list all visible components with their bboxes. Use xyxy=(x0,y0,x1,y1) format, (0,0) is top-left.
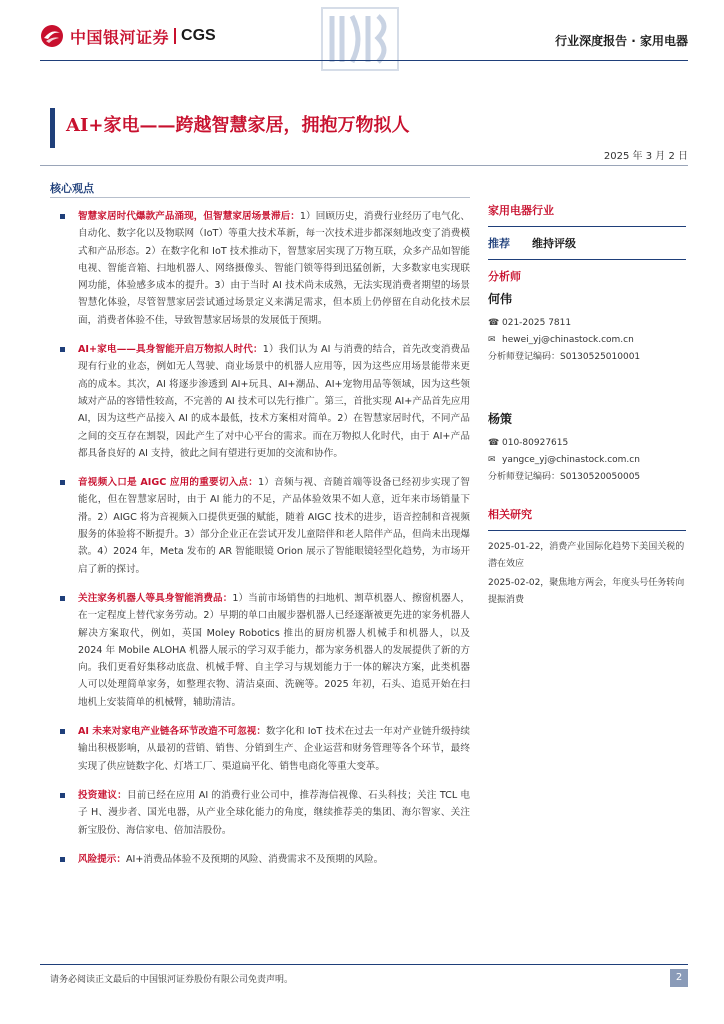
point-body: AI+消费品体验不及预期的风险、消费需求不及预期的风险。 xyxy=(125,853,384,865)
analyst-name: 何伟 xyxy=(488,292,513,306)
rating-value: 维持评级 xyxy=(532,237,576,250)
core-point xyxy=(50,208,470,329)
related-heading: 相关研究 xyxy=(488,508,532,521)
title-accent-bar xyxy=(50,108,55,148)
email-icon: ✉ xyxy=(488,455,496,465)
rating-row xyxy=(488,235,686,251)
email-text[interactable]: yangce_yj@chinastock.com.cn xyxy=(502,455,640,465)
core-points xyxy=(50,208,470,880)
logo-divider xyxy=(174,28,176,44)
analyst-phone xyxy=(488,435,686,452)
rating-label: 推荐 xyxy=(488,237,510,250)
analyst-reg-code: 分析师登记编码：S0130520050005 xyxy=(488,472,641,482)
core-point xyxy=(50,723,470,775)
point-body: 数字化和 IoT 技术在过去一年对产业链升级持续输出积极影响，从最初的营销、销售、分销到生产、企业运营和财务管理等各个环节，最终实现了供应链数字化、灯塔工厂、渠道扁平化、销售电商化等重大变革。 xyxy=(78,726,470,772)
sidebar-divider xyxy=(488,530,686,531)
galaxy-logo-icon xyxy=(40,24,64,48)
report-type: 行业深度报告 · 家用电器 xyxy=(555,34,688,48)
analyst-phone xyxy=(488,315,686,332)
point-lead: 投资建议： xyxy=(78,789,127,801)
point-lead: AI 未来对家电产业链各环节改造不可忽视： xyxy=(78,726,267,738)
section-divider xyxy=(50,197,470,198)
point-body: 1）我们认为 AI 与消费的结合，首先改变消费品现有行业的业态，例如无人驾驶、商业场景中的机器人应用等，因为这些应用场景能带来更高的成本。其次，AI 将逐步渗透到 AI+玩具、AI+潮品、AI+宠物用品等领域，因为这些领域对产品的容错性较高，不完善的 AI 技术可以先行推广。第三，首批实现 AI+产品首先应用 AI，因为这些产品接入 AI 的成本最低，技术方案相对简单。2）在智慧家居时代，不同产品之间的交互存在割裂，因此产生了对中心平台的需求。而在万物拟人化时代，由于 AI+产品都具备良好的 AI 支持，彼此之间有望进行更加的交流和协作。 xyxy=(78,344,470,459)
header-divider xyxy=(40,60,688,61)
sidebar-divider xyxy=(488,226,686,227)
point-body: 1）当前市场销售的扫地机、割草机器人、擦窗机器人，在一定程度上替代家务劳动。2）早期的单口由履步器机器人已经逐渐被更先进的家务机器人解决方案取代，例如，英国 Moley Robotics 推出的厨房机器人机械手和机器人，以及 2024 年 Mobile ALOHA 机器人展示的学习双手能力，都为家务机器人的发展提供了新的方向。我们更看好集移动底盘、机械手臂、自主学习与规划能力于一体的解决方案，此类机器人可以处理简单家务，如整理衣物、清洁桌面、洗碗等。2025 年初，石头、追觅开始在扫地机上安装简单的机械臂，辅助清洁。 xyxy=(78,592,470,708)
sidebar-divider xyxy=(488,259,686,260)
core-point xyxy=(50,851,470,868)
page-header xyxy=(0,0,724,72)
cgs-watermark-icon xyxy=(318,4,402,74)
point-body: 1）音频与视、音随首端等设备已经初步实现了智能化，但在智慧家居时，由于 AI 能力的不足，产品体验效果不如人意，近年来市场销量下滑。2）AIGC 将为音视频入口提供更强的赋能，随着 AIGC 技术的进步，语音控制和音视频服务的体验将不断提升。3）部分企业正在尝试开发儿童陪伴和老人陪伴产品，但尚未出现爆款。4）2024 年，Meta 发布的 AR 智能眼镜 Orion 展示了智能眼镜轻型化趋势，为市场开启了新的探讨。 xyxy=(78,477,470,575)
phone-text: 021-2025 7811 xyxy=(502,318,572,328)
core-point xyxy=(50,341,470,462)
logo-cn-text: 中国银河证券 xyxy=(70,27,170,47)
point-lead: 风险提示： xyxy=(78,853,126,865)
report-date: 2025 年 3 月 2 日 xyxy=(603,151,688,162)
phone-icon: ☎ xyxy=(488,438,500,448)
analyst-email[interactable] xyxy=(488,332,686,349)
footer-disclaimer: 请务必阅读正文最后的中国银河证券股份有限公司免责声明。 xyxy=(50,975,294,985)
logo-en-text: CGS xyxy=(181,27,216,44)
core-point xyxy=(50,474,470,578)
section-heading-core: 核心观点 xyxy=(50,182,94,195)
report-title: AI+家电——跨越智慧家居，拥抱万物拟人 xyxy=(66,115,410,136)
page-number: 2 xyxy=(670,969,688,987)
related-report-link[interactable]: 2025-02-02，聚焦地方两会，年度头号任务转向提振消费 xyxy=(488,578,685,605)
phone-icon: ☎ xyxy=(488,318,500,328)
analyst-name: 杨策 xyxy=(488,412,513,426)
email-text[interactable]: hewei_yj@chinastock.com.cn xyxy=(502,335,634,345)
analyst-email[interactable] xyxy=(488,452,686,469)
date-divider xyxy=(40,165,688,166)
point-lead: AI+家电——具身智能开启万物拟人时代： xyxy=(78,344,263,356)
email-icon: ✉ xyxy=(488,335,496,345)
point-lead: 音视频入口是 AIGC 应用的重要切入点： xyxy=(78,477,259,489)
industry-name: 家用电器行业 xyxy=(488,204,554,217)
point-lead: 智慧家居时代爆款产品涌现，但智慧家居场景滞后： xyxy=(78,211,300,222)
point-body: 1）回顾历史，消费行业经历了电气化、自动化、数字化以及物联网（IoT）等重大技术革新，每一次技术进步都深刻地改变了消费模式和产品形态。2）在数字化和 IoT 技术推动下，智慧家居实现了万物互联，众多产品如智能电视、智能音箱、扫地机器人、网络摄像头、智能门锁等得到迅猛创新，大多数家电实现联网功能，体验感多成本的提升。3）由于当时 AI 技术尚未成熟，无法实现消费者期望的场景智慧化体验，尽管智慧家居尝试通过场景定义来满足需求，但本质上仍停留在自动化技术层面，消费者体验不佳，导致智慧家居场景的发展低于预期。 xyxy=(78,211,470,326)
phone-text: 010-80927615 xyxy=(502,438,569,448)
core-point xyxy=(50,787,470,839)
core-point xyxy=(50,590,470,711)
analyst-reg-code: 分析师登记编码：S0130525010001 xyxy=(488,352,641,362)
related-report-link[interactable]: 2025-01-22，消费产业国际化趋势下美国关税的潜在效应 xyxy=(488,542,685,569)
brand-logo xyxy=(40,24,216,48)
analyst-heading: 分析师 xyxy=(488,270,521,283)
point-lead: 关注家务机器人等具身智能消费品： xyxy=(78,592,233,604)
point-body: 目前已经在应用 AI 的消费行业公司中，推荐海信视像、石头科技；关注 TCL 电子 H、漫步者、国光电器，从产业全球化能力的角度，继续推荐美的集团、海尔智家、关注新宝股份、海信家电、倍加洁股份。 xyxy=(78,789,471,836)
sidebar xyxy=(488,202,686,611)
footer-divider xyxy=(40,964,688,965)
